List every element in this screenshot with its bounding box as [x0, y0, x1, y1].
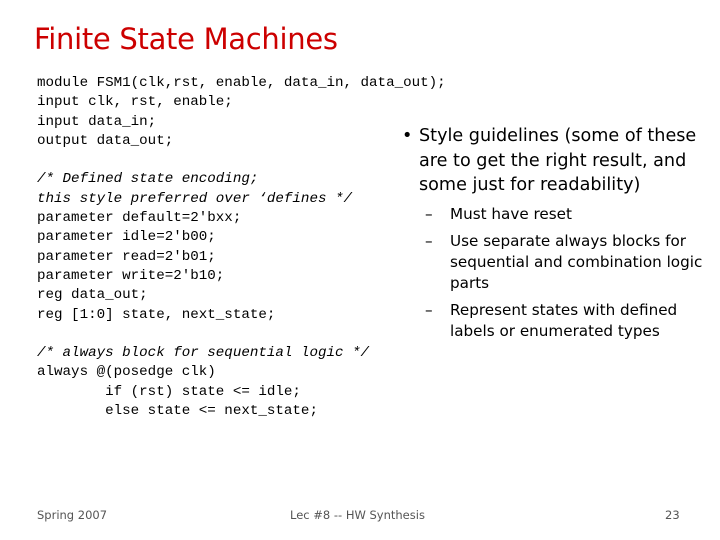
subbullet-text: Use separate always blocks for sequential and combination logic parts — [450, 231, 703, 292]
slide-title: Finite State Machines — [34, 22, 338, 56]
code-line: if (rst) state <= idle; — [37, 383, 301, 400]
subbullet-item — [398, 300, 714, 342]
code-line: parameter default=2'bxx; — [37, 210, 242, 227]
code-line: parameter idle=2'b00; — [37, 229, 216, 246]
code-line: output data_out; — [37, 132, 174, 149]
code-line: parameter read=2'b01; — [37, 248, 216, 265]
code-line: input clk, rst, enable; — [37, 94, 233, 111]
bullet-item — [398, 124, 714, 198]
code-line: parameter write=2'b10; — [37, 267, 225, 284]
code-line — [37, 325, 446, 344]
subbullet-marker: – — [425, 300, 433, 319]
bullet-marker: • — [402, 126, 413, 146]
footer-lecture: Lec #8 -- HW Synthesis — [290, 508, 425, 522]
subbullet-text: Must have reset — [450, 204, 572, 223]
code-line: reg [1:0] state, next_state; — [37, 306, 276, 323]
code-line: module FSM1(clk,rst, enable, data_in, data_out); — [37, 75, 446, 91]
code-line — [37, 151, 446, 170]
code-comment-line: /* Defined state encoding; — [37, 171, 259, 188]
bullet-list — [398, 124, 714, 348]
verilog-code-block — [37, 74, 446, 421]
subbullet-marker: – — [425, 231, 433, 250]
subbullet-item — [398, 231, 714, 294]
subbullet-marker: – — [425, 204, 433, 223]
code-line: else state <= next_state; — [37, 403, 318, 420]
footer-page-number: 23 — [665, 508, 680, 522]
bullet-text: Style guidelines (some of these are to get the right result, and some just for readability) — [419, 126, 697, 195]
code-comment-line: /* always block for sequential logic */ — [37, 345, 370, 362]
subbullet-item — [398, 204, 714, 225]
code-line: always @(posedge clk) — [37, 364, 216, 381]
code-comment-line: this style preferred over ‘defines */ — [37, 190, 353, 207]
code-line: input data_in; — [37, 113, 157, 130]
code-line: reg data_out; — [37, 287, 148, 304]
footer-date: Spring 2007 — [37, 508, 108, 522]
subbullet-text: Represent states with defined labels or enumerated types — [450, 300, 678, 340]
subbullet-list — [398, 204, 714, 342]
